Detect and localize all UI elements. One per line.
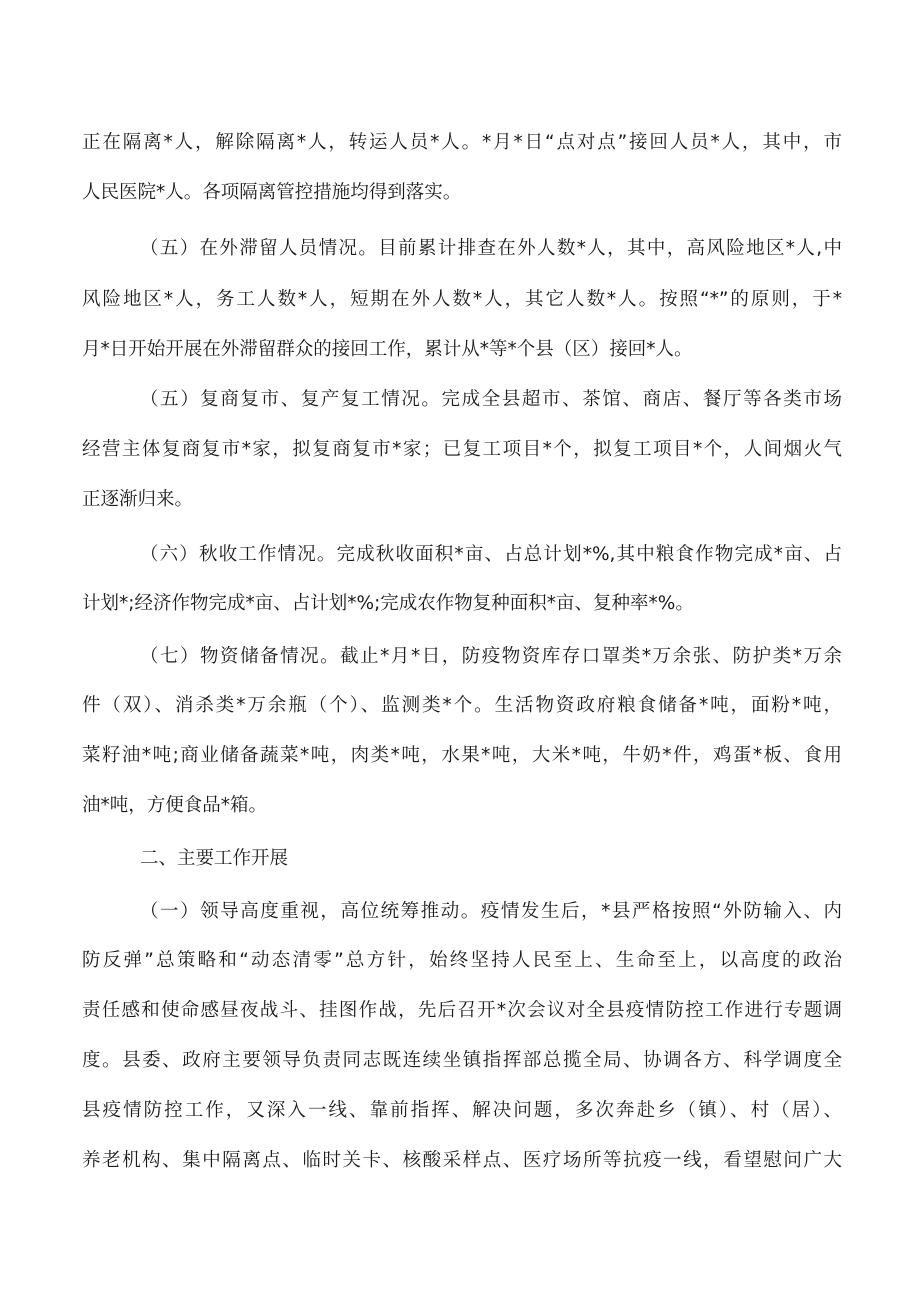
text-line: 经营主体复商复市*家，拟复商复市*家；已复工项目*个，拟复工项目*个，人间烟火气 <box>82 439 842 460</box>
text-line: 责任感和使命感昼夜战斗、挂图作战，先后召开*次会议对全县疫情防控工作进行专题调 <box>82 1000 842 1021</box>
text-line: 菜籽油*吨;商业储备蔬菜*吨，肉类*吨，水果*吨，大米*吨，牛奶*件，鸡蛋*板、食用 <box>82 745 842 766</box>
text-line: 县疫情防控工作，又深入一线、靠前指挥、解决问题，多次奔赴乡（镇）、村（居）、 <box>82 1100 842 1121</box>
text-line: 风险地区*人，务工人数*人，短期在外人数*人，其它人数*人。按照“*”的原则，于* <box>82 289 842 310</box>
paragraph-heading-line: （五）复商复市、复产复工情况。完成全县超市、茶馆、商店、餐厅等各类市场 <box>140 389 842 410</box>
paragraph-heading-line: （六）秋收工作情况。完成秋收面积*亩、占总计划*%,其中粮食作物完成*亩、占 <box>140 544 842 565</box>
text-line: 油*吨，方便食品*箱。 <box>82 795 268 816</box>
text-line: 防反弹”总策略和“动态清零”总方针，始终坚持人民至上、生命至上，以高度的政治 <box>82 950 842 971</box>
text-line: 养老机构、集中隔离点、临时关卡、核酸采样点、医疗场所等抗疫一线，看望慰问广大 <box>82 1150 842 1171</box>
text-line: 人民医院*人。各项隔离管控措施均得到落实。 <box>82 182 462 203</box>
paragraph-heading-line: （一）领导高度重视，高位统筹推动。疫情发生后，*县严格按照“外防输入、内 <box>140 901 842 922</box>
text-line: 度。县委、政府主要领导负责同志既连续坐镇指挥部总揽全局、协调各方、科学调度全 <box>82 1050 842 1071</box>
text-line: 计划*;经济作物完成*亩、占计划*%;完成农作物复种面积*亩、复种率*%。 <box>82 593 694 614</box>
paragraph-heading-line: （七）物资储备情况。截止*月*日，防疫物资库存口罩类*万余张、防护类*万余 <box>140 646 842 667</box>
section-heading: 二、主要工作开展 <box>140 848 289 869</box>
paragraph-heading-line: （五）在外滞留人员情况。目前累计排查在外人数*人，其中，高风险地区*人,中 <box>140 238 842 259</box>
text-line: 正在隔离*人，解除隔离*人，转运人员*人。*月*日“点对点”接回人员*人，其中，市 <box>82 132 842 153</box>
text-line: 月*日开始开展在外滞留群众的接回工作，累计从*等*个县（区）接回*人。 <box>82 339 693 360</box>
text-line: 正逐渐归来。 <box>82 489 194 510</box>
text-line: 件（双）、消杀类*万余瓶（个）、监测类*个。生活物资政府粮食储备*吨，面粉*吨， <box>82 695 842 716</box>
